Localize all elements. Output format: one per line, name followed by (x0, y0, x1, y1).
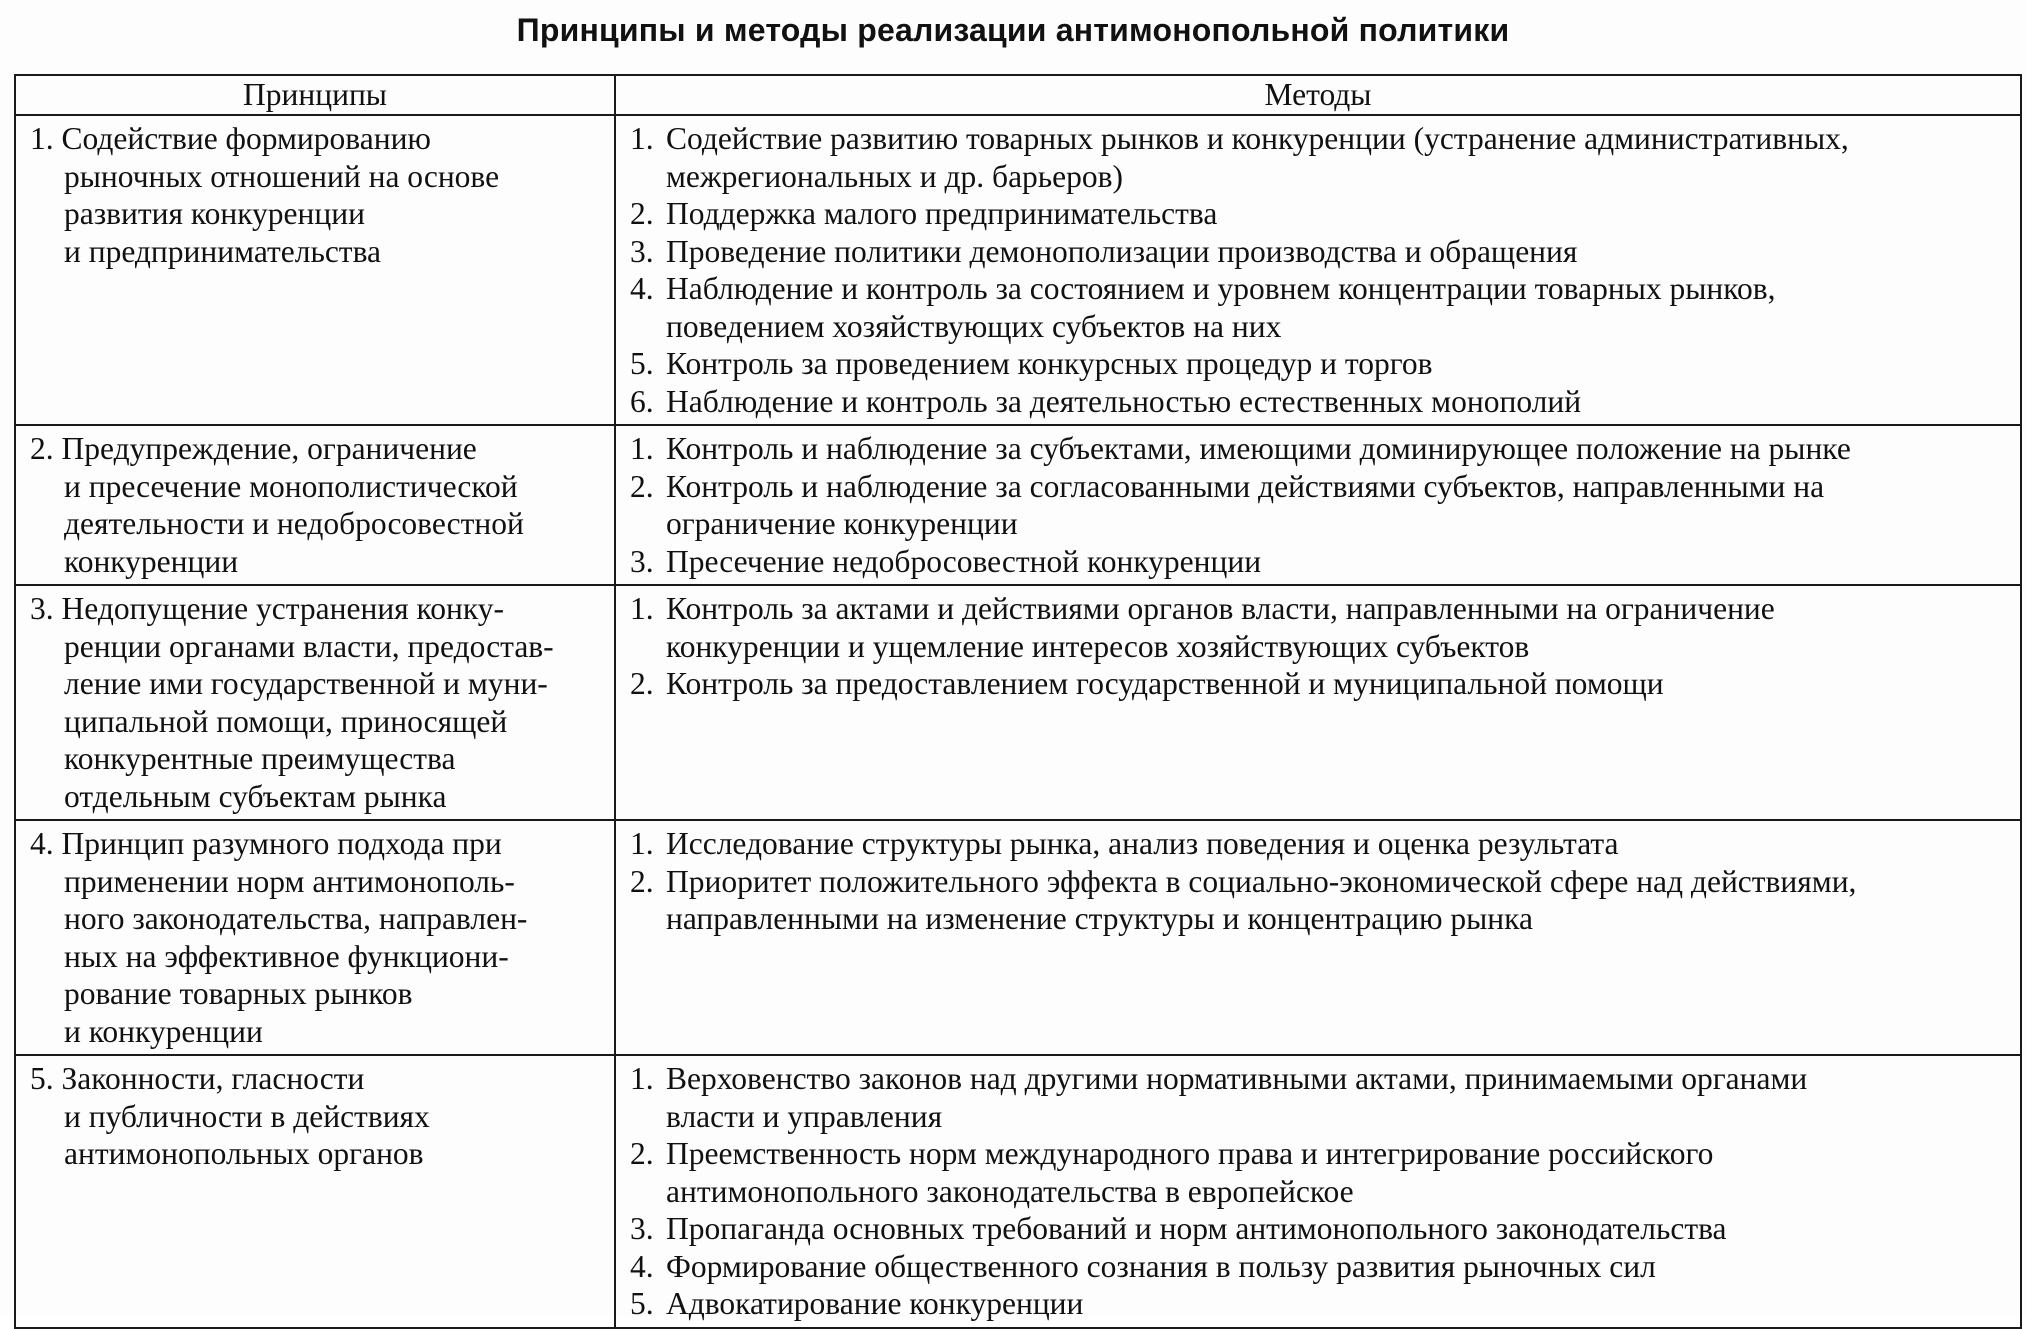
method-text (666, 1135, 2012, 1210)
method-text (666, 1248, 2012, 1286)
method-number: 5. (630, 346, 654, 381)
method-line: власти и управления (666, 1098, 943, 1134)
principles-column-header: Принципы (15, 75, 615, 115)
method-line: Содействие развитию товарных рынков и конкуренции (устранение административных, (666, 121, 1849, 156)
table-header-row (15, 75, 2021, 115)
table-row (15, 425, 2021, 585)
principle-cell (15, 1055, 615, 1328)
method-item (630, 543, 2012, 581)
principle-line: и предпринимательства (64, 233, 382, 269)
principle-line: деятельности и недобросовестной (64, 506, 524, 541)
method-number: 2. (630, 196, 654, 231)
method-text (666, 345, 2012, 383)
principle-line: 4. Принцип разумного подхода при (30, 826, 502, 861)
method-text (666, 825, 2012, 863)
method-line: Преемственность норм международного права и интегрирование российского (666, 1136, 1714, 1171)
principle-line: ление ими государственной и муни- (64, 666, 548, 701)
methods-cell (615, 1055, 2021, 1328)
method-number: 3. (630, 1211, 654, 1246)
method-line: поведением хозяйствующих субъектов на них (666, 308, 1282, 344)
method-number: 2. (630, 666, 654, 701)
principle-line: конкуренции (64, 543, 239, 579)
method-item (630, 383, 2012, 421)
method-text (666, 120, 2012, 195)
table-row (15, 585, 2021, 820)
method-text (666, 1060, 2012, 1135)
method-text (666, 1285, 2012, 1323)
method-item (630, 665, 2012, 703)
principle-line: ных на эффективное функциони- (64, 938, 509, 974)
method-item (630, 120, 2012, 195)
method-line: Исследование структуры рынка, анализ поведения и оценка результата (666, 826, 1619, 861)
principle-line: и публичности в действиях (64, 1098, 430, 1134)
method-line: Контроль и наблюдение за субъектами, имеющими доминирующее положение на рынке (666, 431, 1851, 466)
principle-line: отдельным субъектам рынка (64, 778, 447, 814)
method-line: Проведение политики демонополизации производства и обращения (666, 233, 1578, 269)
method-item (630, 1135, 2012, 1210)
table-row (15, 1055, 2021, 1328)
method-number: 3. (630, 543, 654, 579)
methods-cell (615, 585, 2021, 820)
method-line: Адвокатирование конкуренции (666, 1286, 1084, 1321)
method-line: ограничение конкуренции (666, 506, 1018, 541)
method-line: межрегиональных и др. барьеров) (666, 158, 1124, 194)
method-item (630, 468, 2012, 543)
principle-line: 5. Законности, гласности (30, 1061, 365, 1096)
principle-line: конкурентные преимущества (64, 741, 456, 776)
method-line: Верховенство законов над другими нормативными актами, принимаемыми органами (666, 1061, 1808, 1096)
method-number: 4. (630, 1248, 654, 1284)
principle-line: и пресечение монополистической (64, 468, 518, 504)
method-line: антимонопольного законодательства в европейское (666, 1173, 1354, 1209)
method-item (630, 863, 2012, 938)
principle-line: рыночных отношений на основе (64, 158, 500, 194)
method-text (666, 430, 2012, 468)
principle-line: антимонопольных органов (64, 1136, 424, 1171)
method-number: 3. (630, 233, 654, 269)
method-text (666, 195, 2012, 233)
methods-column-header: Методы (615, 75, 2021, 115)
method-line: Контроль за предоставлением государственной и муниципальной помощи (666, 666, 1664, 701)
method-item (630, 1060, 2012, 1135)
method-number: 1. (630, 1061, 654, 1096)
method-line: Поддержка малого предпринимательства (666, 196, 1218, 231)
method-item (630, 1285, 2012, 1323)
method-number: 2. (630, 468, 654, 504)
method-number: 4. (630, 271, 654, 306)
table-row (15, 115, 2021, 425)
method-item (630, 270, 2012, 345)
method-number: 1. (630, 121, 654, 156)
methods-cell (615, 115, 2021, 425)
principle-cell (15, 820, 615, 1055)
method-text (666, 590, 2012, 665)
method-line: Пропаганда основных требований и норм антимонопольного законодательства (666, 1211, 1727, 1246)
principle-line: рование товарных рынков (64, 976, 413, 1011)
method-number: 2. (630, 863, 654, 899)
methods-cell (615, 425, 2021, 585)
method-text (666, 1210, 2012, 1248)
principle-line: развития конкуренции (64, 196, 365, 231)
principle-line: ренции органами власти, предостав- (64, 628, 554, 664)
method-number: 1. (630, 591, 654, 626)
method-line: Контроль и наблюдение за согласованными действиями субъектов, направленными на (666, 468, 1825, 504)
method-text (666, 270, 2012, 345)
method-line: Контроль за проведением конкурсных процедур и торгов (666, 346, 1433, 381)
method-number: 2. (630, 1136, 654, 1171)
method-text (666, 665, 2012, 703)
method-line: конкуренции и ущемление интересов хозяйствующих субъектов (666, 628, 1530, 664)
principle-line: ципальной помощи, приносящей (64, 703, 508, 739)
method-item (630, 430, 2012, 468)
principle-line: 2. Предупреждение, ограничение (30, 431, 477, 466)
table-row (15, 820, 2021, 1055)
method-line: Наблюдение и контроль за деятельностью естественных монополий (666, 383, 1582, 419)
method-line: Контроль за актами и действиями органов власти, направленными на ограничение (666, 591, 1775, 626)
method-text (666, 468, 2012, 543)
principles-methods-table (14, 74, 2022, 1329)
principle-line: применении норм антимонополь- (64, 863, 515, 899)
principle-line: 3. Недопущение устранения конку- (30, 591, 504, 626)
method-line: Пресечение недобросовестной конкуренции (666, 543, 1262, 579)
method-text (666, 233, 2012, 271)
method-number: 1. (630, 431, 654, 466)
method-line: Приоритет положительного эффекта в социально-экономической сфере над действиями, (666, 863, 1857, 899)
method-item (630, 233, 2012, 271)
principle-line: 1. Содействие формированию (30, 121, 431, 156)
method-text (666, 543, 2012, 581)
method-text (666, 863, 2012, 938)
table-body (15, 115, 2021, 1328)
principle-cell (15, 585, 615, 820)
method-number: 5. (630, 1286, 654, 1321)
method-number: 1. (630, 826, 654, 861)
method-number: 6. (630, 383, 654, 419)
principle-cell (15, 425, 615, 585)
method-line: Формирование общественного сознания в пользу развития рыночных сил (666, 1248, 1656, 1284)
method-line: Наблюдение и контроль за состоянием и уровнем концентрации товарных рынков, (666, 271, 1776, 306)
method-item (630, 590, 2012, 665)
method-text (666, 383, 2012, 421)
methods-cell (615, 820, 2021, 1055)
method-item (630, 345, 2012, 383)
principle-cell (15, 115, 615, 425)
method-item (630, 825, 2012, 863)
method-item (630, 1210, 2012, 1248)
method-item (630, 195, 2012, 233)
method-item (630, 1248, 2012, 1286)
principle-line: ного законодательства, направлен- (64, 901, 528, 936)
principle-line: и конкуренции (64, 1013, 263, 1049)
document-title: Принципы и методы реализации антимонопольной политики (516, 12, 1510, 48)
method-line: направленными на изменение структуры и концентрацию рынка (666, 901, 1533, 936)
